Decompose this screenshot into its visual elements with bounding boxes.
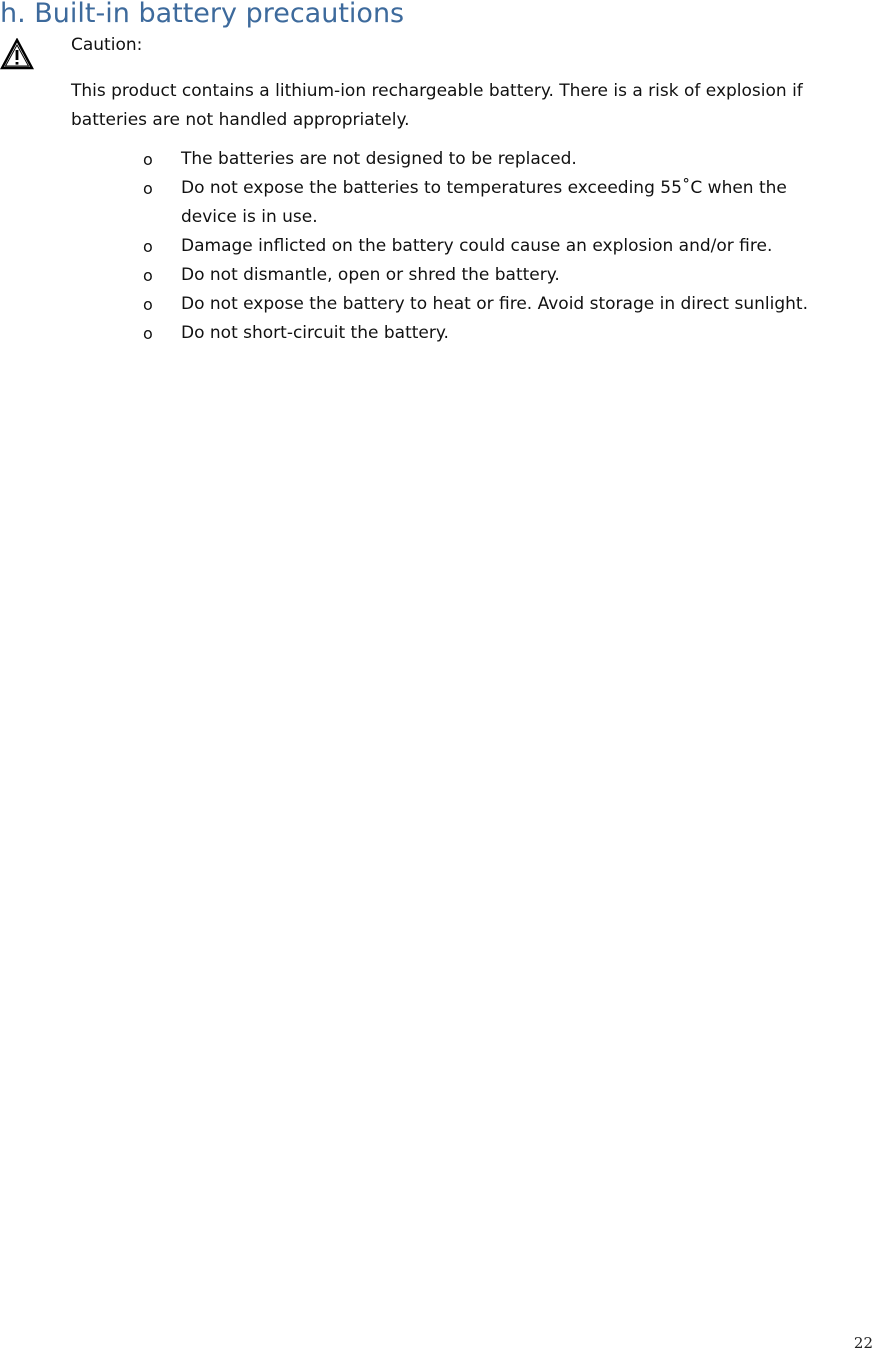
list-item-text: Do not dismantle, open or shred the battery. [181,265,560,285]
precautions-list [143,145,843,348]
caution-label: Caution: [71,35,143,55]
bullet-marker: o [143,150,153,169]
bullet-marker: o [143,324,153,343]
page-number: 22 [853,1334,873,1352]
list-item-text: Do not expose the battery to heat or fire. Avoid storage in direct sunlight. [181,294,808,314]
list-item [143,319,843,348]
warning-triangle-icon [0,38,34,70]
bullet-marker: o [143,266,153,285]
intro-paragraph: This product contains a lithium-ion rechargeable battery. There is a risk of explosion if batteries are not handled appropriately. [71,81,803,130]
section-title: h. Built-in battery precautions [0,0,405,29]
list-item [143,232,843,261]
list-item-text: The batteries are not designed to be replaced. [181,149,577,169]
list-item [143,261,843,290]
bullet-marker: o [143,237,153,256]
list-item-text: Damage inflicted on the battery could cause an explosion and/or fire. [181,236,773,256]
bullet-marker: o [143,295,153,314]
list-item-text: Do not expose the batteries to temperatures exceeding 55˚C when the device is in use. [181,178,787,227]
bullet-marker: o [143,179,153,198]
list-item-text: Do not short-circuit the battery. [181,323,449,343]
list-item [143,145,843,174]
list-item [143,174,843,232]
list-item [143,290,843,319]
